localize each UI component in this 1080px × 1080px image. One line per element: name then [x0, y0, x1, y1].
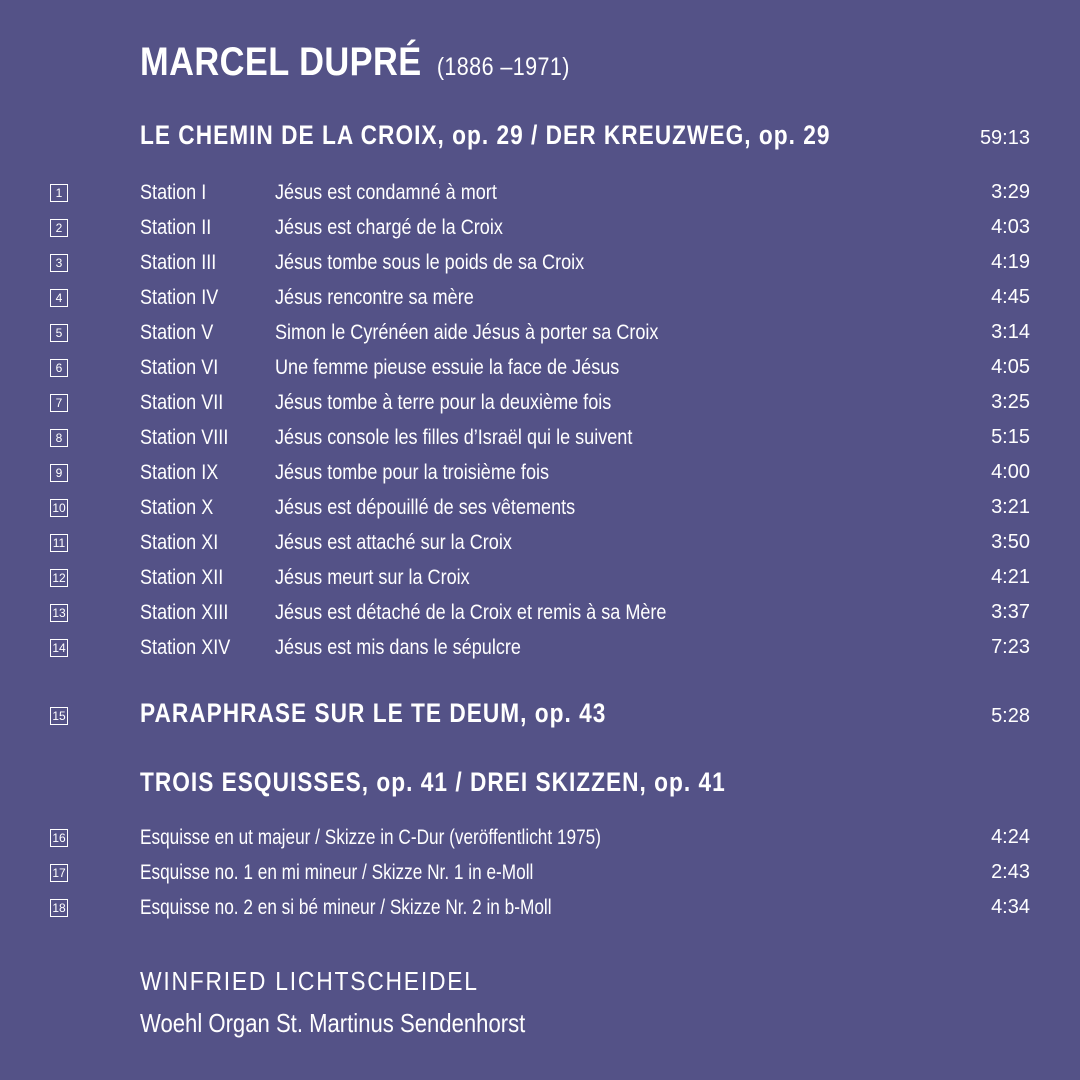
performer-name: WINFRIED LICHTSCHEIDEL — [140, 966, 479, 996]
composer-heading — [140, 40, 570, 85]
work-total-duration: 59:13 — [979, 127, 1030, 149]
station-label: Station III — [140, 251, 217, 274]
work-heading-te-deum: PARAPHRASE SUR LE TE DEUM, op. 43 — [140, 698, 607, 728]
track-number: 5 — [50, 324, 68, 342]
station-label: Station II — [140, 216, 212, 239]
track-duration: 3:25 — [991, 391, 1030, 413]
track-number: 12 — [50, 569, 68, 587]
station-label: Station IV — [140, 286, 219, 309]
station-label: Station XI — [140, 531, 219, 554]
track-title: Une femme pieuse essuie la face de Jésus — [275, 356, 620, 379]
track-number: 9 — [50, 464, 68, 482]
work-heading-esquisses: TROIS ESQUISSES, op. 41 / DREI SKIZZEN, op. 41 — [140, 767, 726, 797]
track-duration: 7:23 — [991, 636, 1030, 658]
track-number: 13 — [50, 604, 68, 622]
track-number: 16 — [50, 829, 68, 847]
station-label: Station X — [140, 496, 214, 519]
track-number: 7 — [50, 394, 68, 412]
track-title: Jésus est condamné à mort — [275, 181, 497, 204]
station-label: Station XII — [140, 566, 224, 589]
station-label: Station IX — [140, 461, 219, 484]
track-duration: 3:29 — [991, 181, 1030, 203]
track-duration: 5:28 — [991, 705, 1030, 727]
station-label: Station VI — [140, 356, 219, 379]
track-title: Jésus est détaché de la Croix et remis à sa Mère — [275, 601, 667, 624]
track-duration: 4:05 — [991, 356, 1030, 378]
track-title: Esquisse no. 2 en si bé mineur / Skizze Nr. 2 in b-Moll — [140, 896, 552, 919]
track-duration: 2:43 — [991, 861, 1030, 883]
track-title: Jésus tombe sous le poids de sa Croix — [275, 251, 585, 274]
station-label: Station XIII — [140, 601, 229, 624]
track-number: 10 — [50, 499, 68, 517]
composer-dates: (1886 –1971) — [436, 53, 570, 81]
track-duration: 4:21 — [991, 566, 1030, 588]
track-number: 4 — [50, 289, 68, 307]
track-title: Esquisse no. 1 en mi mineur / Skizze Nr. 1 in e-Moll — [140, 861, 534, 884]
track-duration: 5:15 — [991, 426, 1030, 448]
station-label: Station VIII — [140, 426, 229, 449]
track-duration: 4:34 — [991, 896, 1030, 918]
track-title: Jésus console les filles d’Israël qui le suivent — [275, 426, 633, 449]
composer-name: MARCEL DUPRÉ — [140, 40, 422, 84]
station-label: Station V — [140, 321, 214, 344]
station-label: Station XIV — [140, 636, 231, 659]
track-number: 14 — [50, 639, 68, 657]
track-duration: 4:03 — [991, 216, 1030, 238]
track-number: 8 — [50, 429, 68, 447]
track-number: 17 — [50, 864, 68, 882]
track-duration: 4:19 — [991, 251, 1030, 273]
track-duration: 4:24 — [991, 826, 1030, 848]
track-number: 2 — [50, 219, 68, 237]
track-title: Jésus est attaché sur la Croix — [275, 531, 512, 554]
track-number: 1 — [50, 184, 68, 202]
track-number: 6 — [50, 359, 68, 377]
track-duration: 4:45 — [991, 286, 1030, 308]
track-title: Jésus est mis dans le sépulcre — [275, 636, 521, 659]
station-label: Station I — [140, 181, 207, 204]
track-duration: 3:14 — [991, 321, 1030, 343]
track-title: Jésus tombe pour la troisième fois — [275, 461, 550, 484]
track-number: 11 — [50, 534, 68, 552]
track-duration: 3:21 — [991, 496, 1030, 518]
track-number: 15 — [50, 707, 68, 725]
track-duration: 4:00 — [991, 461, 1030, 483]
track-title: Jésus tombe à terre pour la deuxième fois — [275, 391, 612, 414]
track-title: Jésus rencontre sa mère — [275, 286, 474, 309]
work-heading-chemin: LE CHEMIN DE LA CROIX, op. 29 / DER KREUZWEG, op. 29 — [140, 120, 831, 150]
track-title: Jésus meurt sur la Croix — [275, 566, 470, 589]
track-number: 18 — [50, 899, 68, 917]
track-title: Simon le Cyrénéen aide Jésus à porter sa Croix — [275, 321, 659, 344]
track-title: Jésus est dépouillé de ses vêtements — [275, 496, 576, 519]
station-label: Station VII — [140, 391, 224, 414]
track-duration: 3:50 — [991, 531, 1030, 553]
track-title: Esquisse en ut majeur / Skizze in C-Dur (veröffentlicht 1975) — [140, 826, 602, 849]
track-duration: 3:37 — [991, 601, 1030, 623]
instrument-name: Woehl Organ St. Martinus Sendenhorst — [140, 1008, 526, 1038]
track-title: Jésus est chargé de la Croix — [275, 216, 503, 239]
track-number: 3 — [50, 254, 68, 272]
